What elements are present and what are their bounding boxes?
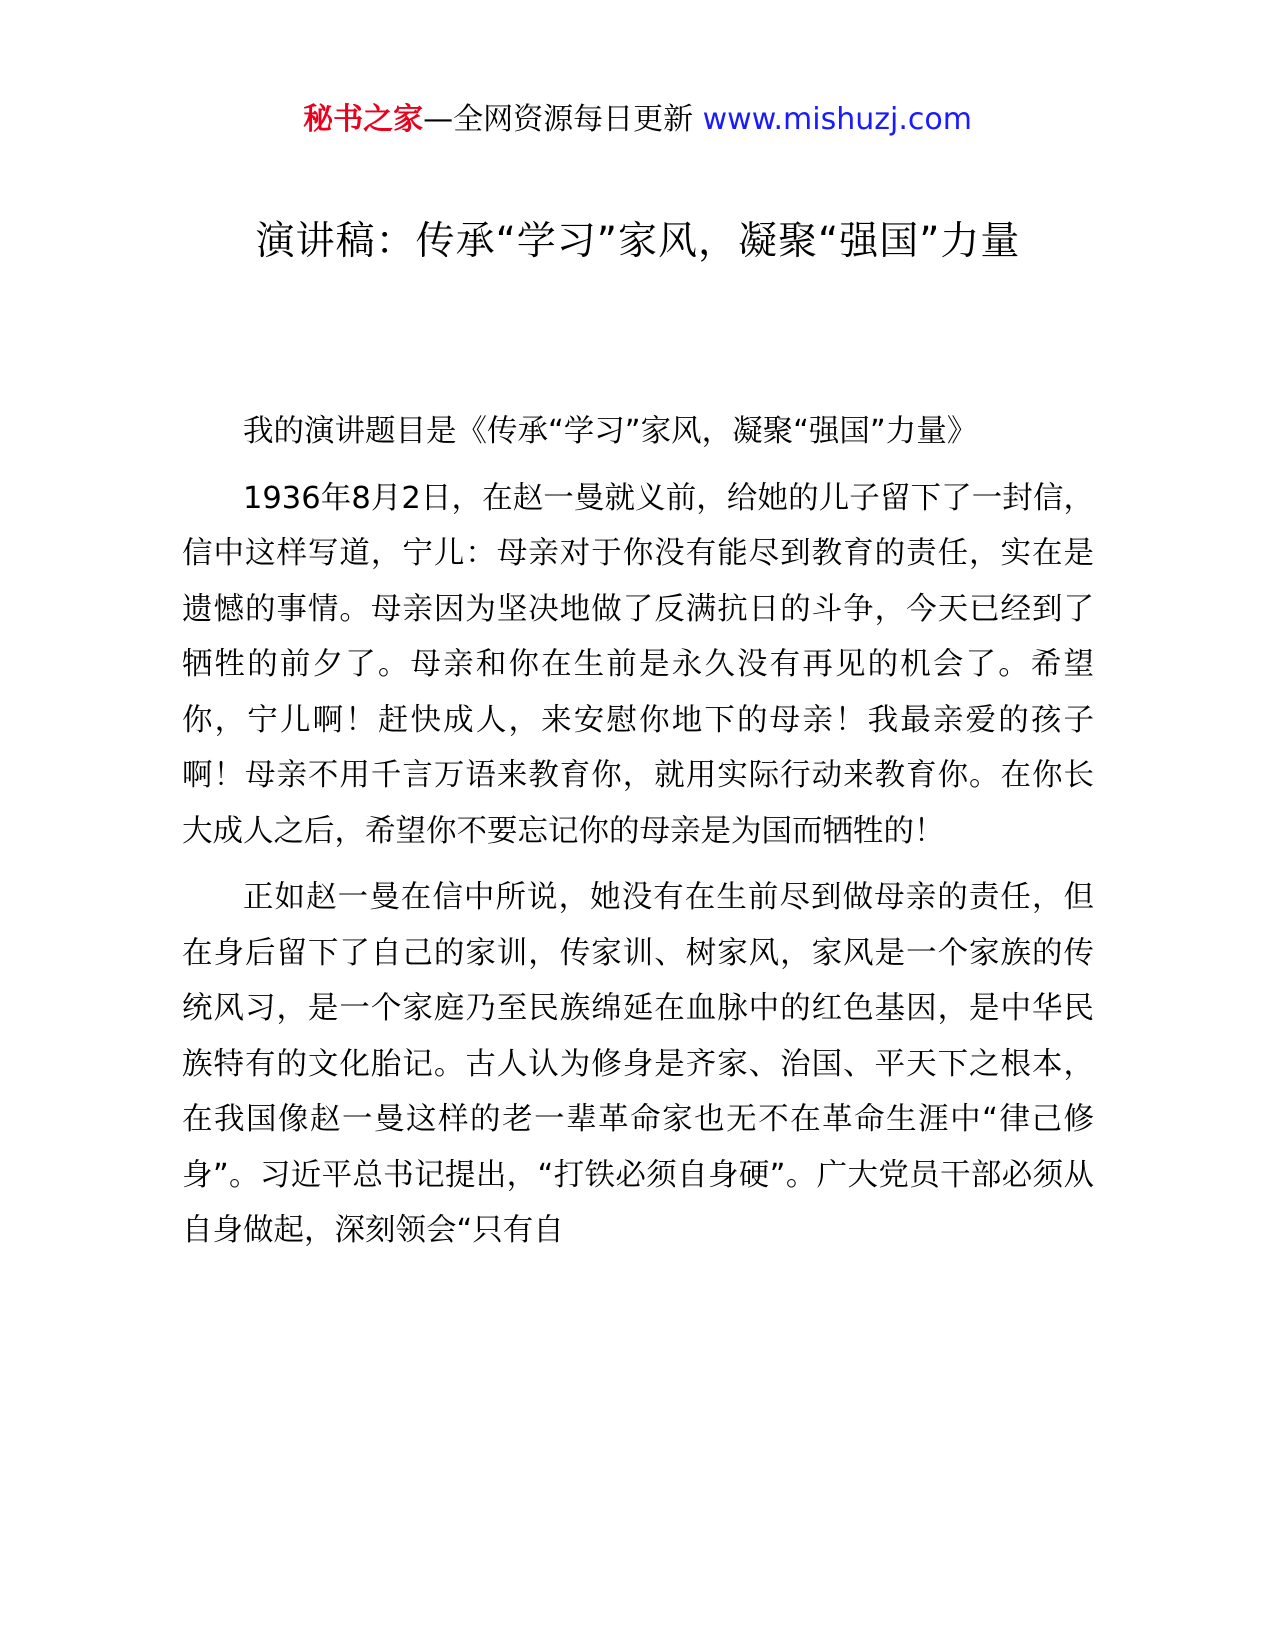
paragraph: 正如赵一曼在信中所说，她没有在生前尽到做母亲的责任，但在身后留下了自己的家训，传家训、树家风，家风是一个家族的传统风习，是一个家庭乃至民族绵延在血脉中的红色基因，是中华民族特有的文化胎记。古人认为修身是齐家、治国、平天下之根本，在我国像赵一曼这样的老一辈革命家也无不在革命生涯中“律己修身”。习近平总书记提出，“打铁必须自身硬”。广大党员干部必须从自身做起，深刻领会“只有自	[182, 880, 1094, 1248]
site-header	[0, 100, 1275, 140]
document-title: 演讲稿：传承“学习”家风，凝聚“强国”力量	[255, 219, 1021, 264]
paragraph: 我的演讲题目是《传承“学习”家风，凝聚“强国”力量》	[243, 414, 978, 449]
site-tagline: —全网资源每日更新	[423, 102, 703, 137]
site-brand: 秘书之家	[303, 102, 424, 137]
paragraph: 1936年8月2日，在赵一曼就义前，给她的儿子留下了一封信，信中这样写道，宁儿：母亲对于你没有能尽到教育的责任，实在是遗憾的事情。母亲因为坚决地做了反满抗日的斗争，今天已经到了牺牲的前夕了。母亲和你在生前是永久没有再见的机会了。希望你，宁儿啊！赶快成人，来安慰你地下的母亲！我最亲爱的孩子啊！母亲不用千言万语来教育你，就用实际行动来教育你。在你长大成人之后，希望你不要忘记你的母亲是为国而牺牲的！	[182, 480, 1094, 849]
site-url-link[interactable]: www.mishuzj.com	[702, 102, 972, 137]
document-body	[182, 404, 1094, 1270]
